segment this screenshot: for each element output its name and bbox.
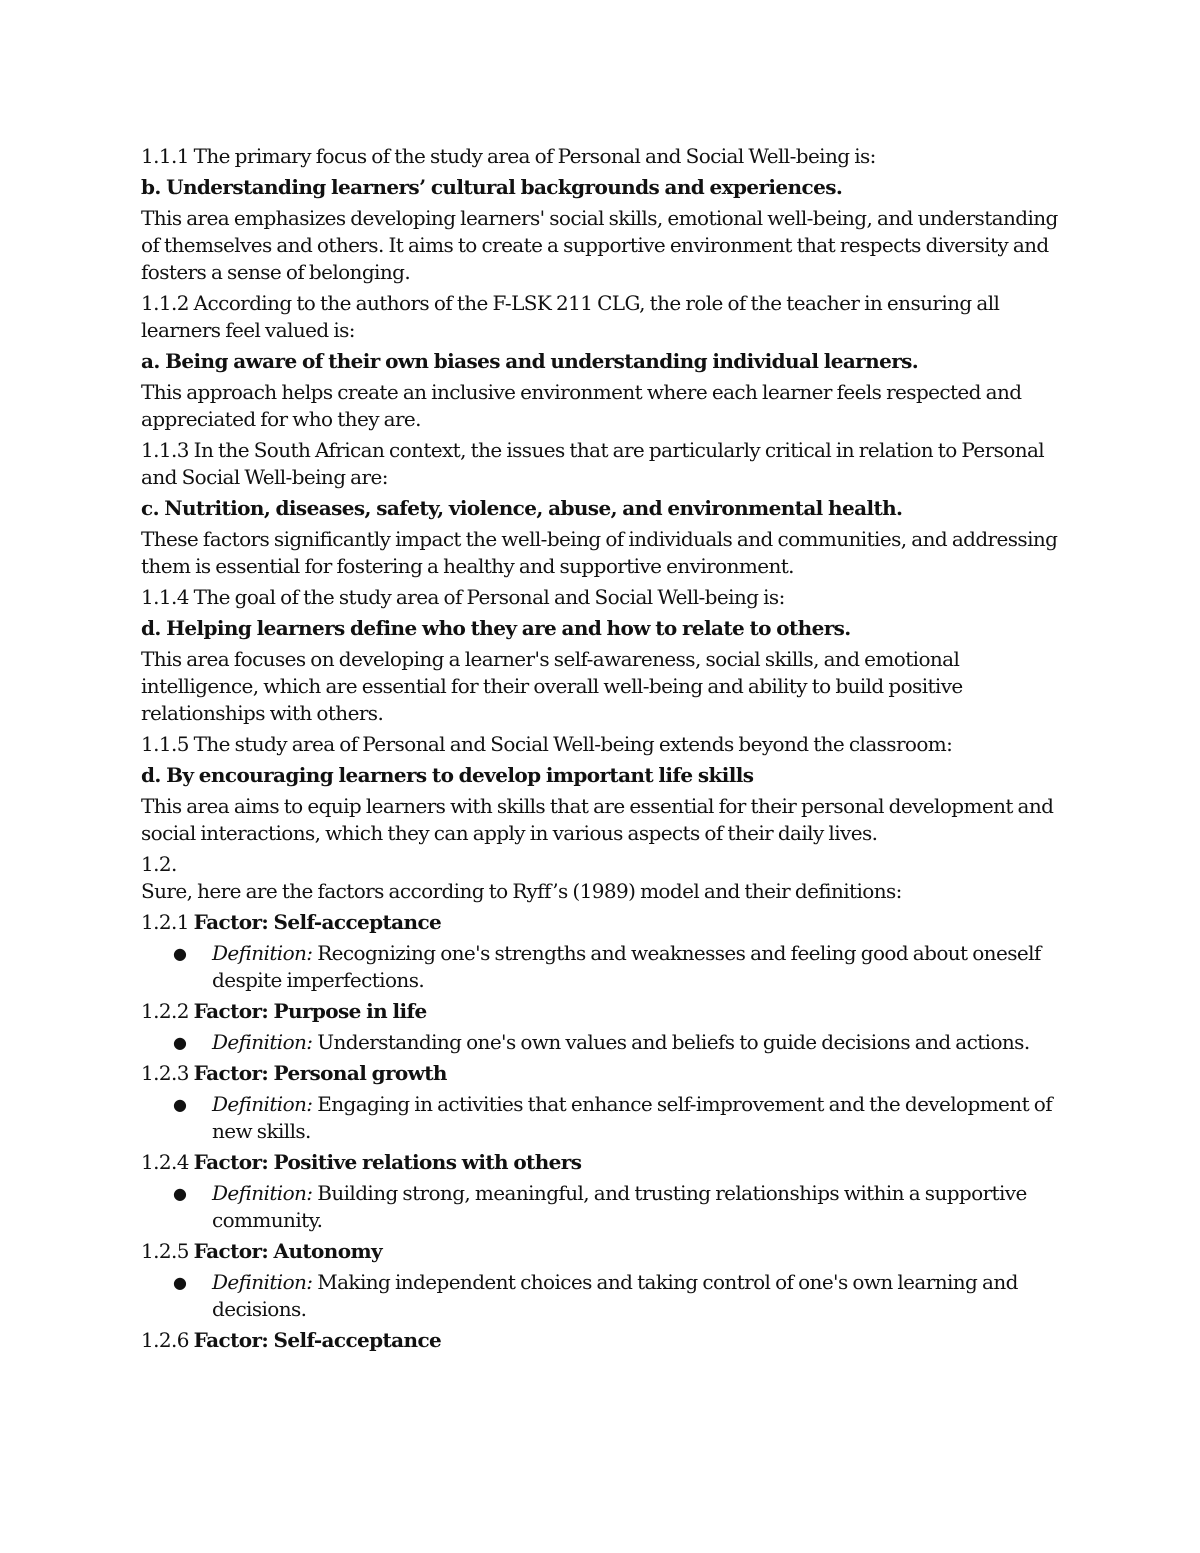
definition-label: Definition: <box>212 1092 313 1116</box>
definition-label: Definition: <box>212 1181 313 1205</box>
explanation-1-1-4: This area focuses on developing a learner's self-awareness, social skills, and emotional intelligence, which are essential for their overall well-being and ability to build positive relationships with others. <box>141 647 963 725</box>
factor-number: 1.2.3 <box>141 1061 189 1085</box>
factor-heading-1-2-5 <box>141 1238 1071 1265</box>
explanation-1-1-1: This area emphasizes developing learners' social skills, emotional well-being, and understanding of themselves and others. It aims to create a supportive environment that respects diversity and fosters a sense of belonging. <box>141 206 1058 284</box>
factor-label: Factor: Autonomy <box>193 1239 383 1263</box>
definition-text: Making independent choices and taking control of one's own learning and decisions. <box>212 1270 1018 1321</box>
answer-1-1-2: a. Being aware of their own biases and understanding individual learners. <box>141 349 919 373</box>
factor-definition-1-2-1 <box>141 940 1071 994</box>
factor-heading-1-2-6 <box>141 1327 1071 1354</box>
factor-label: Factor: Self-acceptance <box>193 1328 442 1352</box>
factor-definition-1-2-3 <box>141 1091 1071 1145</box>
answer-1-1-1: b. Understanding learners’ cultural backgrounds and experiences. <box>141 175 843 199</box>
definition-text: Understanding one's own values and beliefs to guide decisions and actions. <box>317 1030 1030 1054</box>
answer-1-1-4: d. Helping learners define who they are and how to relate to others. <box>141 616 851 640</box>
factor-label: Factor: Positive relations with others <box>193 1150 582 1174</box>
question-1-1-1: 1.1.1 The primary focus of the study area of Personal and Social Well-being is: <box>141 144 876 168</box>
bullet-icon: ● <box>173 1184 187 1203</box>
factor-label: Factor: Purpose in life <box>193 999 427 1023</box>
question-1-1-5: 1.1.5 The study area of Personal and Social Well-being extends beyond the classroom: <box>141 732 953 756</box>
section-intro-1-2: Sure, here are the factors according to Ryff’s (1989) model and their definitions: <box>141 879 902 903</box>
factor-heading-1-2-1 <box>141 909 1071 936</box>
definition-label: Definition: <box>212 941 313 965</box>
factor-number: 1.2.5 <box>141 1239 189 1263</box>
definition-text: Recognizing one's strengths and weaknesses and feeling good about oneself despite imperfections. <box>212 941 1041 992</box>
factor-number: 1.2.2 <box>141 999 189 1023</box>
factor-number: 1.2.6 <box>141 1328 189 1352</box>
definition-text: Building strong, meaningful, and trusting relationships within a supportive community. <box>212 1181 1027 1232</box>
question-1-1-4: 1.1.4 The goal of the study area of Personal and Social Well-being is: <box>141 585 785 609</box>
factor-number: 1.2.1 <box>141 910 189 934</box>
explanation-1-1-3: These factors significantly impact the well-being of individuals and communities, and addressing them is essential for fostering a healthy and supportive environment. <box>141 527 1058 578</box>
bullet-icon: ● <box>173 944 187 963</box>
definition-label: Definition: <box>212 1030 313 1054</box>
factor-heading-1-2-3 <box>141 1060 1071 1087</box>
explanation-1-1-2: This approach helps create an inclusive environment where each learner feels respected and appreciated for who they are. <box>141 380 1022 431</box>
factor-definition-1-2-2 <box>141 1029 1071 1056</box>
factor-label: Factor: Personal growth <box>193 1061 447 1085</box>
question-1-1-2: 1.1.2 According to the authors of the F-LSK 211 CLG, the role of the teacher in ensuring all learners feel valued is: <box>141 291 1000 342</box>
answer-1-1-5: d. By encouraging learners to develop important life skills <box>141 763 754 787</box>
answer-1-1-3: c. Nutrition, diseases, safety, violence, abuse, and environmental health. <box>141 496 903 520</box>
bullet-icon: ● <box>173 1095 187 1114</box>
factor-number: 1.2.4 <box>141 1150 189 1174</box>
factor-definition-1-2-4 <box>141 1180 1071 1234</box>
definition-text: Engaging in activities that enhance self-improvement and the development of new skills. <box>212 1092 1053 1143</box>
factor-label: Factor: Self-acceptance <box>193 910 442 934</box>
question-1-1-3: 1.1.3 In the South African context, the issues that are particularly critical in relation to Personal and Social Well-being are: <box>141 438 1045 489</box>
factor-heading-1-2-2 <box>141 998 1071 1025</box>
factor-heading-1-2-4 <box>141 1149 1071 1176</box>
explanation-1-1-5: This area aims to equip learners with skills that are essential for their personal development and social interactions, which they can apply in various aspects of their daily lives. <box>141 794 1054 845</box>
bullet-icon: ● <box>173 1033 187 1052</box>
definition-label: Definition: <box>212 1270 313 1294</box>
factor-definition-1-2-5 <box>141 1269 1071 1323</box>
section-heading-1-2: 1.2. <box>141 852 177 876</box>
bullet-icon: ● <box>173 1273 187 1292</box>
document-body <box>141 143 1071 1358</box>
